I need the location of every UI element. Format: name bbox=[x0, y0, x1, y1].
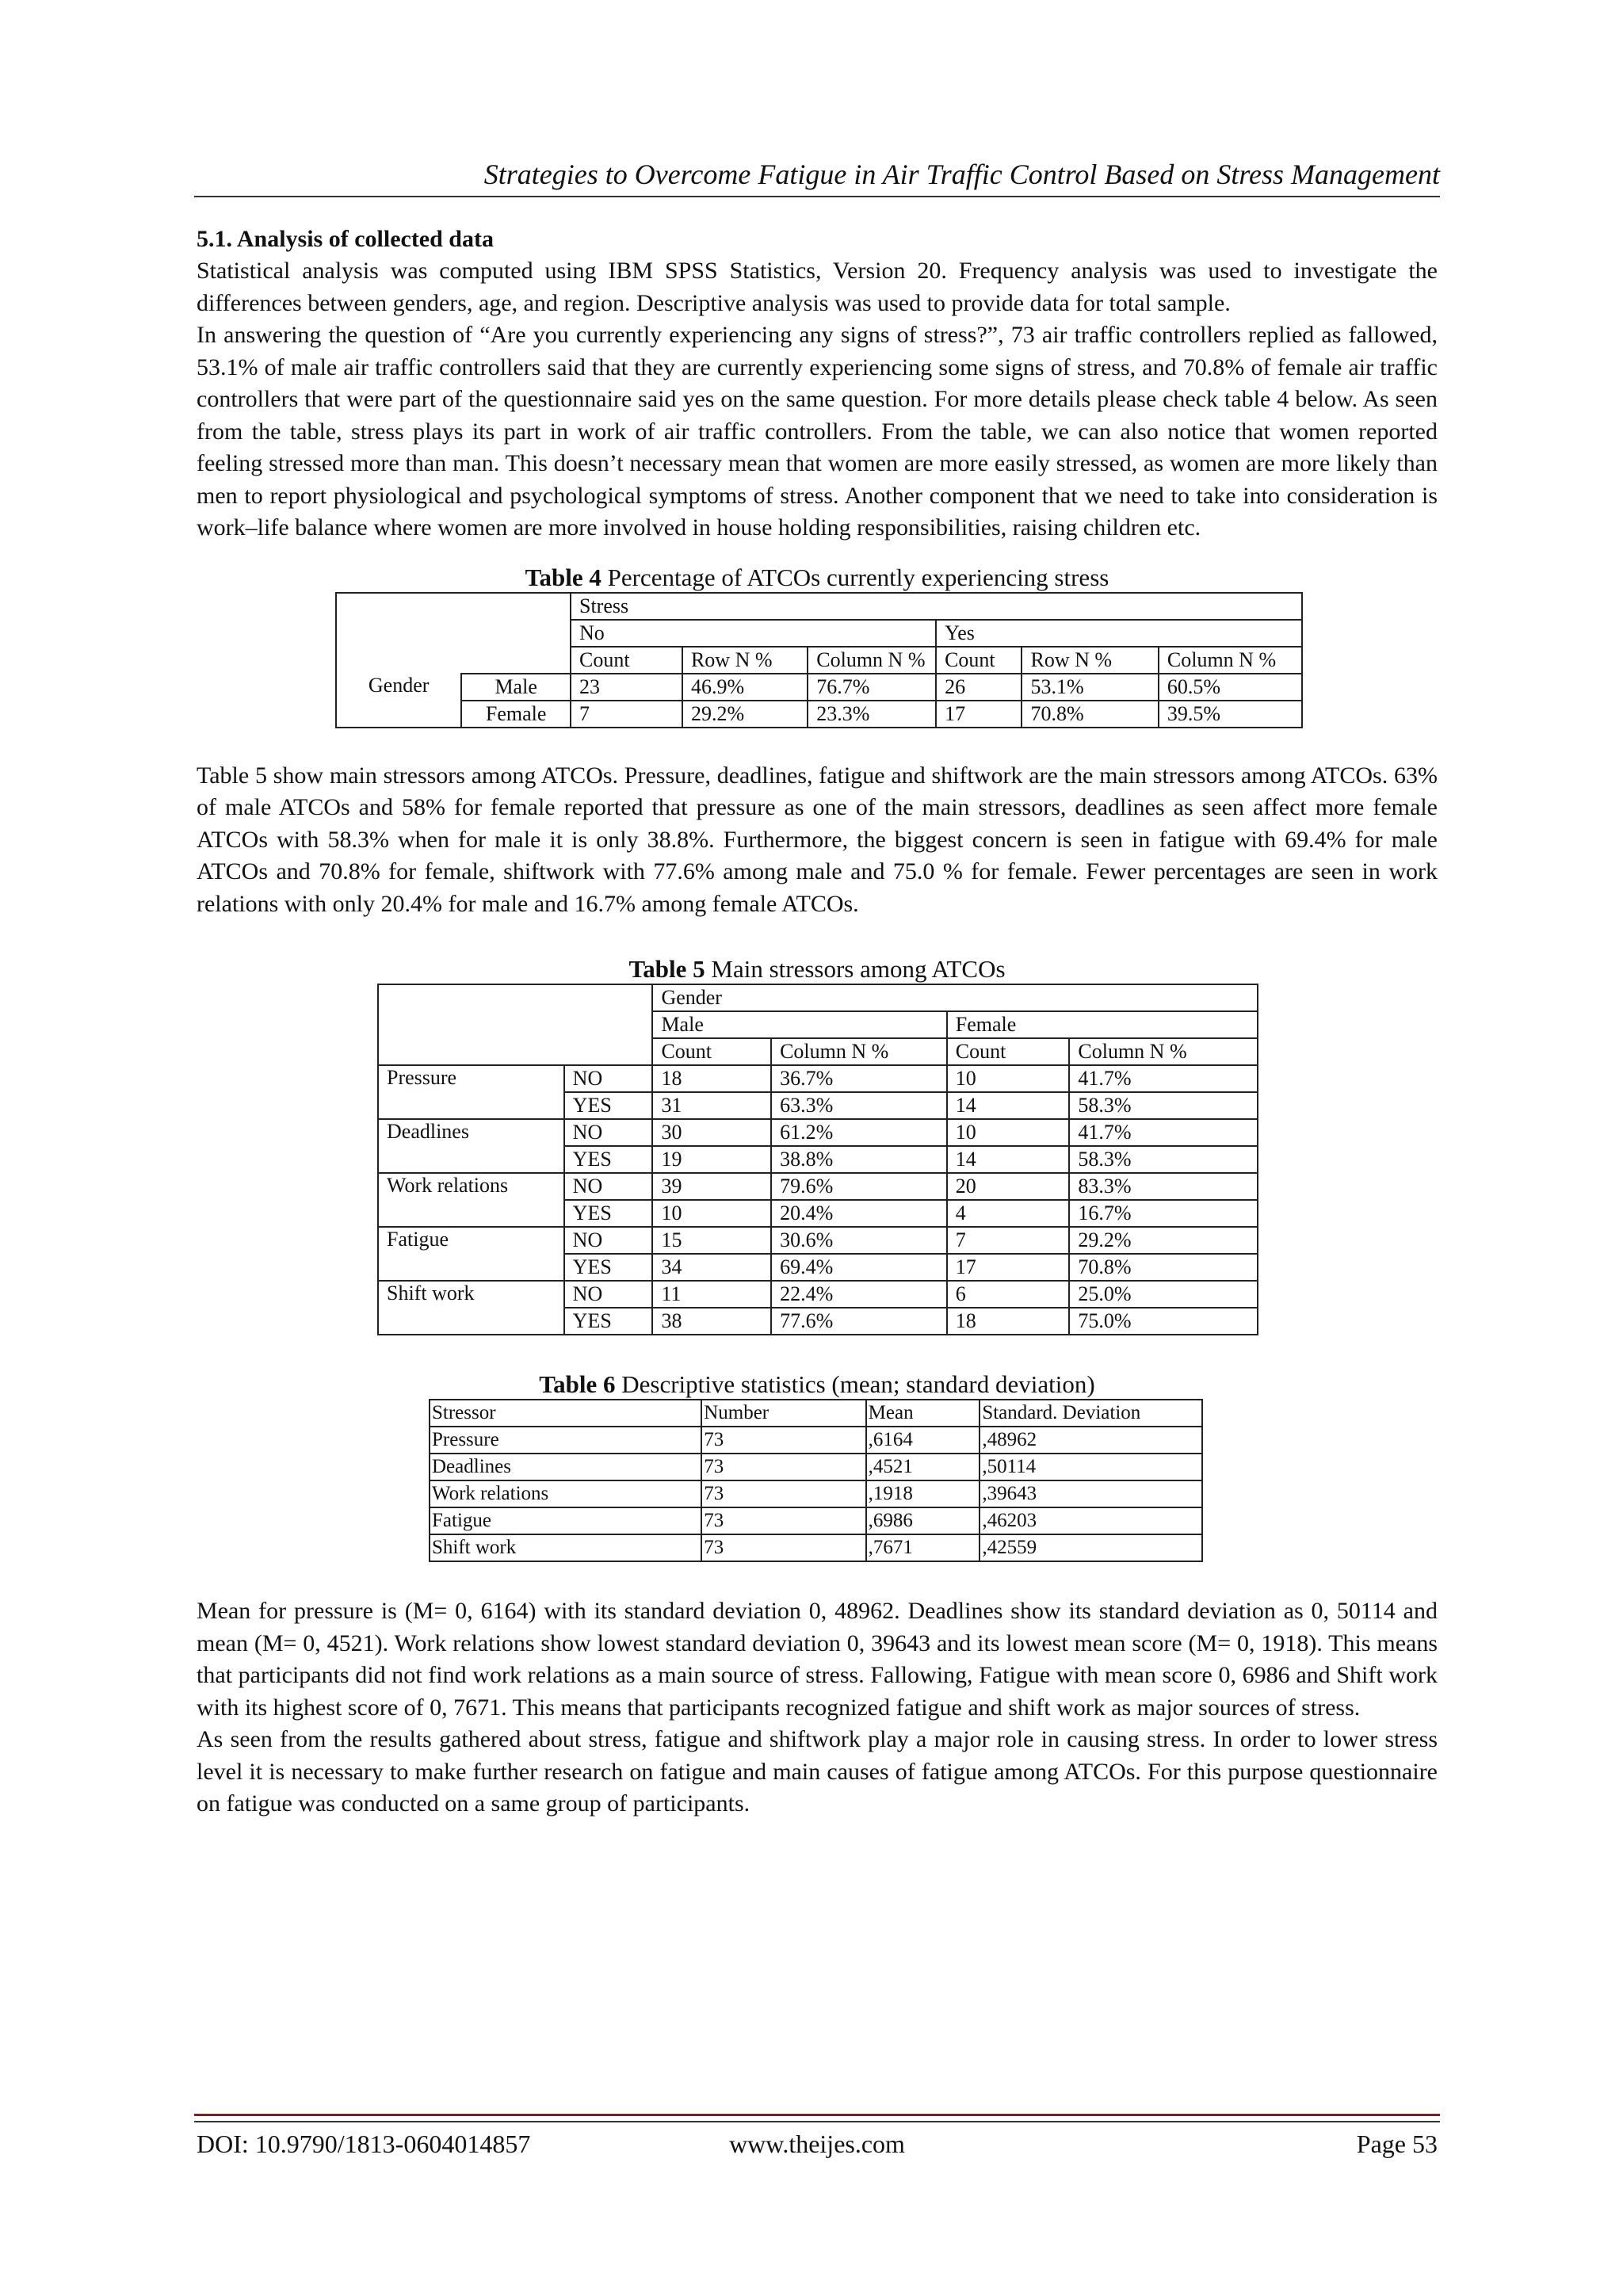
table5-cell: 14 bbox=[947, 1146, 1070, 1173]
table5-caption-text: Main stressors among ATCOs bbox=[705, 955, 1006, 983]
table-row bbox=[430, 1454, 1202, 1480]
table5-male: Male bbox=[652, 1011, 946, 1038]
table5-col: Count bbox=[947, 1038, 1070, 1065]
table5-cell: 18 bbox=[652, 1065, 771, 1092]
table-row bbox=[430, 1480, 1202, 1507]
table6-cell: 73 bbox=[701, 1480, 865, 1507]
table5-col: Count bbox=[652, 1038, 771, 1065]
section-title: 5.1. Analysis of collected data bbox=[197, 226, 494, 252]
table5-cell: 75.0% bbox=[1069, 1308, 1258, 1335]
table5 bbox=[377, 984, 1258, 1335]
table5-col: Column N % bbox=[1069, 1038, 1258, 1065]
table5-cell: 7 bbox=[947, 1227, 1070, 1254]
table6-header: Mean bbox=[866, 1400, 980, 1427]
table6-cell: ,46203 bbox=[980, 1507, 1202, 1534]
table4-yes: Yes bbox=[936, 620, 1302, 647]
table5-cell: 38 bbox=[652, 1308, 771, 1335]
table6-cell: Shift work bbox=[430, 1534, 701, 1561]
table-row bbox=[378, 1281, 1258, 1308]
paragraph-1: Statistical analysis was computed using IBM SPSS Statistics, Version 20. Frequency analysis was used to investigate the differences between genders, age, and region. Descriptive analysis was used to provide data for total sample. bbox=[197, 258, 1438, 316]
table5-cell: 83.3% bbox=[1069, 1173, 1258, 1200]
table-row bbox=[336, 674, 1302, 701]
table5-cell: 38.8% bbox=[771, 1146, 947, 1173]
table5-cell: 36.7% bbox=[771, 1065, 947, 1092]
table5-answer: NO bbox=[564, 1065, 653, 1092]
paragraph-2: In answering the question of “Are you currently experiencing any signs of stress?”, 73 air traffic controllers replied as fallowed, 53.1% of male air traffic controllers said that they are currently experiencing some signs of stress, and 70.8% of female air traffic controllers that were part of the questionnaire said yes on the same question. For more details please check table 4 below. As seen from the table, stress plays its part in work of air traffic controllers. From the table, we can also notice that women reported feeling stressed more than man. This doesn’t necessary mean that women are more easily stressed, as women are more likely than men to report physiological and psychological symptoms of stress. Another component that we need to take into consideration is work–life balance where women are more involved in house holding responsibilities, raising children etc. bbox=[197, 322, 1438, 541]
table6-cell: Pressure bbox=[430, 1427, 701, 1454]
table5-cell: 10 bbox=[947, 1119, 1070, 1146]
table6-label: Table 6 bbox=[539, 1370, 616, 1398]
table4-cell: 26 bbox=[936, 674, 1022, 701]
table5-cell: 63.3% bbox=[771, 1092, 947, 1119]
table5-cell: 15 bbox=[652, 1227, 771, 1254]
table4-cell: 39.5% bbox=[1159, 701, 1302, 728]
table-row bbox=[430, 1507, 1202, 1534]
table6-cell: ,6986 bbox=[866, 1507, 980, 1534]
table5-corner bbox=[378, 984, 652, 1065]
table5-answer: YES bbox=[564, 1200, 653, 1227]
table5-cell: 10 bbox=[947, 1065, 1070, 1092]
table4-cell: 17 bbox=[936, 701, 1022, 728]
table4-group: Stress bbox=[571, 593, 1302, 620]
table6-cell: ,7671 bbox=[866, 1534, 980, 1561]
table5-cell: 19 bbox=[652, 1146, 771, 1173]
table-row bbox=[378, 1119, 1258, 1146]
table5-answer: YES bbox=[564, 1092, 653, 1119]
table5-stressor: Shift work bbox=[378, 1281, 564, 1335]
table-row bbox=[430, 1427, 1202, 1454]
table5-cell: 20 bbox=[947, 1173, 1070, 1200]
table6-cell: Fatigue bbox=[430, 1507, 701, 1534]
table6-cell: Work relations bbox=[430, 1480, 701, 1507]
footer-site: www.theijes.com bbox=[729, 2130, 905, 2158]
running-header: Strategies to Overcome Fatigue in Air Traffic Control Based on Stress Management bbox=[483, 159, 1440, 190]
table5-answer: NO bbox=[564, 1119, 653, 1146]
table5-stressor: Deadlines bbox=[378, 1119, 564, 1173]
table5-cell: 34 bbox=[652, 1254, 771, 1281]
table6-cell: ,6164 bbox=[866, 1427, 980, 1454]
table5-stressor: Pressure bbox=[378, 1065, 564, 1119]
table5-cell: 4 bbox=[947, 1200, 1070, 1227]
table6-header: Number bbox=[701, 1400, 865, 1427]
table5-cell: 30.6% bbox=[771, 1227, 947, 1254]
table5-cell: 58.3% bbox=[1069, 1092, 1258, 1119]
table4-cell: 76.7% bbox=[808, 674, 936, 701]
table5-cell: 17 bbox=[947, 1254, 1070, 1281]
table6-cell: 73 bbox=[701, 1427, 865, 1454]
table4-cell: 53.1% bbox=[1022, 674, 1158, 701]
table4-col: Count bbox=[936, 647, 1022, 674]
table-row bbox=[430, 1400, 1202, 1427]
table5-cell: 22.4% bbox=[771, 1281, 947, 1308]
table5-answer: NO bbox=[564, 1173, 653, 1200]
table5-cell: 20.4% bbox=[771, 1200, 947, 1227]
table4-col: Row N % bbox=[682, 647, 808, 674]
table5-cell: 69.4% bbox=[771, 1254, 947, 1281]
table4-cell: 23.3% bbox=[808, 701, 936, 728]
table5-answer: NO bbox=[564, 1281, 653, 1308]
table5-answer: NO bbox=[564, 1227, 653, 1254]
table6-cell: 73 bbox=[701, 1534, 865, 1561]
table5-cell: 41.7% bbox=[1069, 1119, 1258, 1146]
footer-doi: DOI: 10.9790/1813-0604014857 bbox=[197, 2130, 531, 2158]
table4-col: Row N % bbox=[1022, 647, 1158, 674]
table5-cell: 70.8% bbox=[1069, 1254, 1258, 1281]
table5-answer: YES bbox=[564, 1254, 653, 1281]
table-row bbox=[336, 701, 1302, 728]
table5-caption bbox=[197, 955, 1438, 984]
table-row bbox=[378, 1173, 1258, 1200]
footer-page-number: Page 53 bbox=[1356, 2130, 1438, 2158]
table5-stressor: Work relations bbox=[378, 1173, 564, 1227]
footer-rule bbox=[194, 2114, 1440, 2116]
table6-cell: 73 bbox=[701, 1507, 865, 1534]
table4-row-label: Male bbox=[461, 674, 571, 701]
table5-cell: 16.7% bbox=[1069, 1200, 1258, 1227]
table6-cell: 73 bbox=[701, 1454, 865, 1480]
table6-cell: ,39643 bbox=[980, 1480, 1202, 1507]
table6-cell: ,48962 bbox=[980, 1427, 1202, 1454]
table5-cell: 6 bbox=[947, 1281, 1070, 1308]
table5-cell: 18 bbox=[947, 1308, 1070, 1335]
paragraph-5: As seen from the results gathered about stress, fatigue and shiftwork play a major role in causing stress. In order to lower stress level it is necessary to make further research on fatigue and main causes of fatigue among ATCOs. For this purpose questionnaire on fatigue was conducted on a same group of participants. bbox=[197, 1726, 1438, 1817]
table5-cell: 58.3% bbox=[1069, 1146, 1258, 1173]
table4-cell: 7 bbox=[571, 701, 682, 728]
table4-cell: 29.2% bbox=[682, 701, 808, 728]
content bbox=[197, 223, 1438, 1820]
table-row bbox=[378, 1065, 1258, 1092]
table5-female: Female bbox=[947, 1011, 1258, 1038]
paragraph-4: Mean for pressure is (M= 0, 6164) with its standard deviation 0, 48962. Deadlines show its standard deviation as 0, 50114 and mean (M= 0, 4521). Work relations show lowest standard deviation 0, 39643 and its lowest mean score (M= 0, 1918). This means that participants did not find work relations as a main source of stress. Fallowing, Fatigue with mean score 0, 6986 and Shift work with its highest score of 0, 7671. This means that participants recognized fatigue and shift work as major sources of stress. bbox=[197, 1598, 1438, 1721]
table6-caption-text: Descriptive statistics (mean; standard deviation) bbox=[615, 1370, 1095, 1398]
table4-row-group: Gender bbox=[336, 674, 461, 728]
table4-cell: 23 bbox=[571, 674, 682, 701]
table5-cell: 39 bbox=[652, 1173, 771, 1200]
table-row bbox=[378, 1227, 1258, 1254]
table-row bbox=[378, 984, 1258, 1011]
table4-label: Table 4 bbox=[525, 563, 601, 591]
table4-cell: 46.9% bbox=[682, 674, 808, 701]
table4-col: Count bbox=[571, 647, 682, 674]
table4-col: Column N % bbox=[808, 647, 936, 674]
table6-caption bbox=[197, 1370, 1438, 1399]
table5-cell: 41.7% bbox=[1069, 1065, 1258, 1092]
table6-cell: ,42559 bbox=[980, 1534, 1202, 1561]
table4-no: No bbox=[571, 620, 936, 647]
table5-answer: YES bbox=[564, 1146, 653, 1173]
table5-cell: 61.2% bbox=[771, 1119, 947, 1146]
table5-cell: 29.2% bbox=[1069, 1227, 1258, 1254]
table5-group: Gender bbox=[652, 984, 1258, 1011]
table5-cell: 30 bbox=[652, 1119, 771, 1146]
table6-cell: ,4521 bbox=[866, 1454, 980, 1480]
table4-caption bbox=[197, 563, 1438, 592]
table5-answer: YES bbox=[564, 1308, 653, 1335]
table5-cell: 14 bbox=[947, 1092, 1070, 1119]
table6-cell: ,50114 bbox=[980, 1454, 1202, 1480]
table-row bbox=[430, 1534, 1202, 1561]
table6-cell: Deadlines bbox=[430, 1454, 701, 1480]
table6 bbox=[429, 1399, 1203, 1562]
table6-header: Stressor bbox=[430, 1400, 701, 1427]
footer-rule-thin bbox=[194, 2121, 1440, 2122]
table5-cell: 25.0% bbox=[1069, 1281, 1258, 1308]
table4-col: Column N % bbox=[1159, 647, 1302, 674]
table6-cell: ,1918 bbox=[866, 1480, 980, 1507]
table5-stressor: Fatigue bbox=[378, 1227, 564, 1281]
table4-row-label: Female bbox=[461, 701, 571, 728]
table5-cell: 77.6% bbox=[771, 1308, 947, 1335]
table5-col: Column N % bbox=[771, 1038, 947, 1065]
paragraph-3: Table 5 show main stressors among ATCOs. Pressure, deadlines, fatigue and shiftwork are the main stressors among ATCOs. 63% of male ATCOs and 58% for female reported that pressure as one of the main stressors, deadlines as seen affect more female ATCOs with 58.3% when for male it is only 38.8%. Furthermore, the biggest concern is seen in fatigue with 69.4% for male ATCOs and 70.8% for female, shiftwork with 77.6% among male and 75.0 % for female. Fewer percentages are seen in work relations with only 20.4% for male and 16.7% among female ATCOs. bbox=[197, 762, 1438, 917]
table6-header: Standard. Deviation bbox=[980, 1400, 1202, 1427]
table4-cell: 60.5% bbox=[1159, 674, 1302, 701]
header-rule bbox=[194, 196, 1440, 197]
table5-cell: 11 bbox=[652, 1281, 771, 1308]
table4-cell: 70.8% bbox=[1022, 701, 1158, 728]
table5-cell: 79.6% bbox=[771, 1173, 947, 1200]
table5-cell: 31 bbox=[652, 1092, 771, 1119]
table4 bbox=[335, 592, 1303, 728]
table-row bbox=[336, 593, 1302, 620]
table5-label: Table 5 bbox=[628, 955, 705, 983]
table5-cell: 10 bbox=[652, 1200, 771, 1227]
table4-caption-text: Percentage of ATCOs currently experiencing stress bbox=[601, 563, 1109, 591]
table4-corner bbox=[336, 593, 571, 674]
